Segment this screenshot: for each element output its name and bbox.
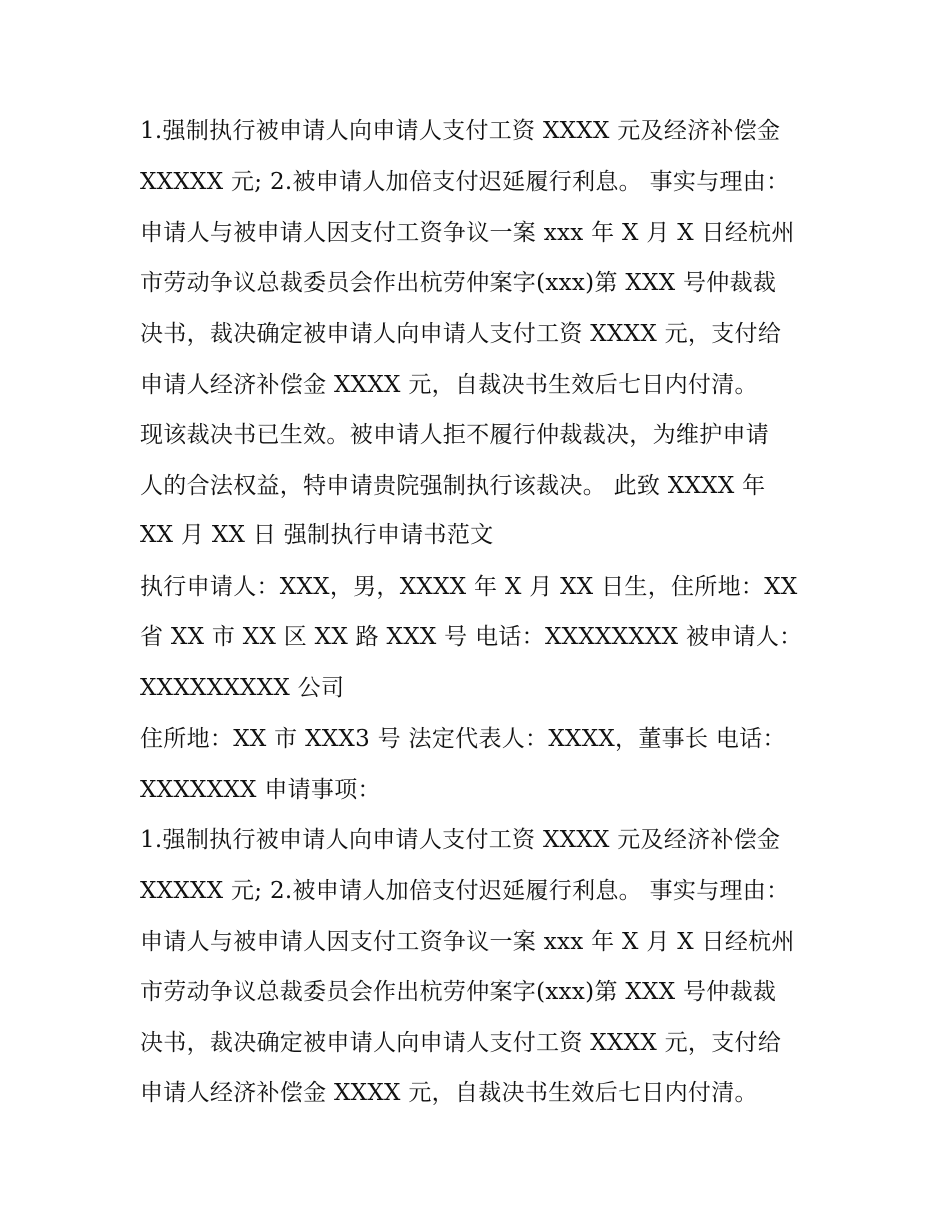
text-line: XXXXX 元; 2.被申请人加倍支付迟延履行利息。 事实与理由： <box>140 878 790 904</box>
text-line: 申请人经济补偿金 XXXX 元，自裁决书生效后七日内付清。 <box>140 372 758 398</box>
text-line: 执行申请人：XXX，男，XXXX 年 X 月 XX 日生，住所地：XX <box>140 574 798 600</box>
text-line: 1.强制执行被申请人向申请人支付工资 XXXX 元及经济补偿金 <box>140 827 781 853</box>
text-line: XXXXXXXXX 公司 <box>140 675 345 701</box>
text-line: XX 月 XX 日 强制执行申请书范文 <box>140 522 494 548</box>
text-line: 人的合法权益，特申请贵院强制执行该裁决。 此致 XXXX 年 <box>140 473 766 499</box>
text-line: 现该裁决书已生效。被申请人拒不履行仲裁裁决，为维护申请 <box>140 422 770 448</box>
text-line: 申请人与被申请人因支付工资争议一案 xxx 年 X 月 X 日经杭州 <box>140 220 795 246</box>
text-line: 省 XX 市 XX 区 XX 路 XXX 号 电话：XXXXXXXX 被申请人： <box>140 624 803 650</box>
text-line: 市劳动争议总裁委员会作出杭劳仲案字(xxx)第 XXX 号仲裁裁 <box>140 270 777 296</box>
text-line: XXXXX 元; 2.被申请人加倍支付迟延履行利息。 事实与理由： <box>140 169 790 195</box>
text-line: 申请人经济补偿金 XXXX 元，自裁决书生效后七日内付清。 <box>140 1080 758 1106</box>
text-line: 住所地：XX 市 XXX3 号 法定代表人：XXXX，董事长 电话： <box>140 726 786 752</box>
text-line: 1.强制执行被申请人向申请人支付工资 XXXX 元及经济补偿金 <box>140 118 781 144</box>
text-line: XXXXXXX 申请事项： <box>140 777 381 803</box>
text-line: 申请人与被申请人因支付工资争议一案 xxx 年 X 月 X 日经杭州 <box>140 929 795 955</box>
text-line: 决书，裁决确定被申请人向申请人支付工资 XXXX 元，支付给 <box>140 321 782 347</box>
text-line: 决书，裁决确定被申请人向申请人支付工资 XXXX 元，支付给 <box>140 1030 782 1056</box>
text-line: 市劳动争议总裁委员会作出杭劳仲案字(xxx)第 XXX 号仲裁裁 <box>140 979 777 1005</box>
